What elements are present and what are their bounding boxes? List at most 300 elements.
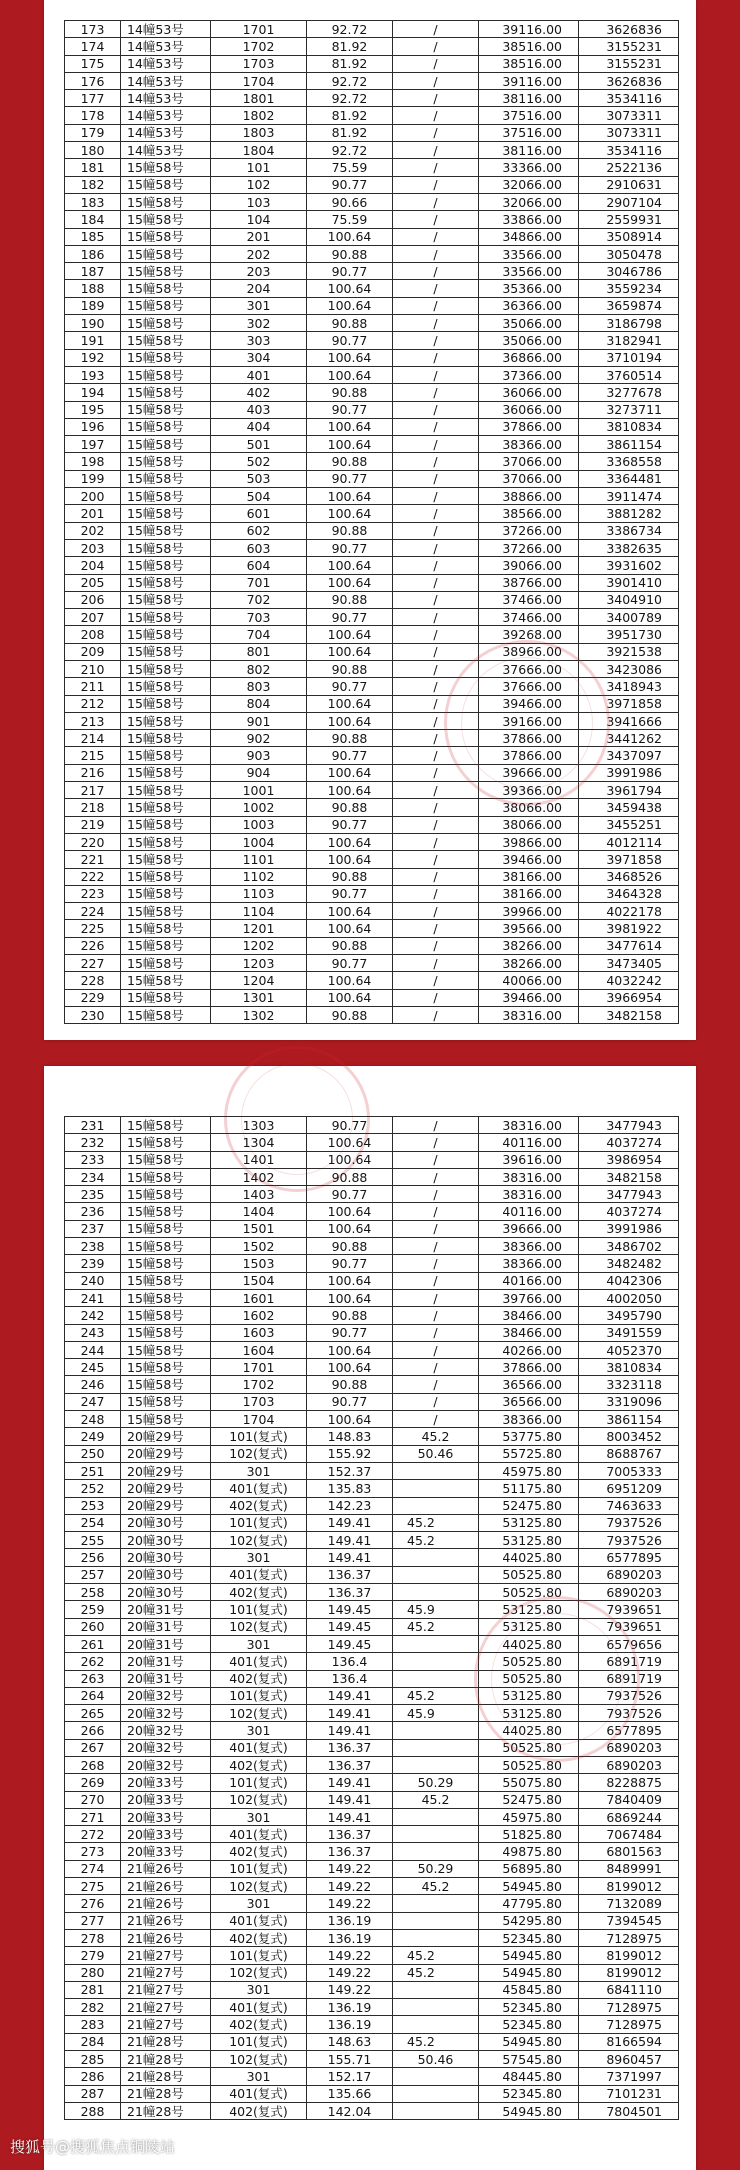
area-cell: 136.37 [307, 1566, 393, 1583]
extra-area-value: / [433, 921, 438, 937]
table-row [65, 315, 679, 332]
extra-area-cell [393, 401, 479, 418]
row-number: 228 [65, 972, 121, 989]
row-number: 287 [65, 2085, 121, 2102]
table-row [65, 90, 679, 107]
unit-cell: 1003 [211, 816, 307, 833]
area-cell: 92.72 [307, 142, 393, 159]
extra-area-cell [393, 660, 479, 677]
unit-cell: 401(复式) [211, 1480, 307, 1497]
extra-area-value: / [433, 419, 438, 435]
unit-cell: 903 [211, 747, 307, 764]
row-number: 253 [65, 1497, 121, 1514]
extra-area-value: / [433, 886, 438, 902]
row-number: 200 [65, 488, 121, 505]
unit-price-cell: 44025.80 [479, 1549, 579, 1566]
total-price-cell: 6891719 [579, 1653, 679, 1670]
total-price-cell: 6951209 [579, 1480, 679, 1497]
building-cell: 20幢30号 [121, 1584, 211, 1601]
extra-area-value: / [433, 298, 438, 314]
row-number: 213 [65, 712, 121, 729]
total-price-cell: 6801563 [579, 1843, 679, 1860]
table-row [65, 1843, 679, 1860]
table-row [65, 1428, 679, 1445]
extra-area-value: / [433, 1238, 438, 1254]
area-cell: 90.77 [307, 885, 393, 902]
table-row [65, 1687, 679, 1704]
building-cell: 20幢30号 [121, 1549, 211, 1566]
building-cell: 20幢31号 [121, 1653, 211, 1670]
building-cell: 15幢58号 [121, 1359, 211, 1376]
total-price-cell: 3473405 [579, 955, 679, 972]
table-row [65, 436, 679, 453]
row-number: 244 [65, 1341, 121, 1358]
building-cell: 21幢28号 [121, 2102, 211, 2119]
unit-price-cell: 54945.80 [479, 2102, 579, 2119]
area-cell: 135.66 [307, 2085, 393, 2102]
area-cell: 136.4 [307, 1653, 393, 1670]
total-price-cell: 7937526 [579, 1705, 679, 1722]
extra-area-cell [393, 2051, 479, 2068]
unit-cell: 104 [211, 211, 307, 228]
unit-price-cell: 45975.80 [479, 1808, 579, 1825]
row-number: 275 [65, 1878, 121, 1895]
area-cell: 90.77 [307, 1393, 393, 1410]
extra-area-value: / [433, 869, 438, 885]
area-cell: 149.45 [307, 1635, 393, 1652]
table-row [65, 1272, 679, 1289]
table-row [65, 384, 679, 401]
area-cell: 100.64 [307, 436, 393, 453]
unit-cell: 1801 [211, 90, 307, 107]
unit-cell: 1101 [211, 851, 307, 868]
extra-area-value: / [433, 38, 438, 54]
extra-area-cell [393, 418, 479, 435]
area-cell: 81.92 [307, 107, 393, 124]
unit-price-cell: 53125.80 [479, 1705, 579, 1722]
extra-area-cell [393, 609, 479, 626]
row-number: 285 [65, 2051, 121, 2068]
row-number: 273 [65, 1843, 121, 1860]
extra-area-cell [393, 1289, 479, 1306]
total-price-cell: 3626836 [579, 72, 679, 89]
price-list-page-2 [44, 1066, 696, 2170]
area-cell: 100.64 [307, 1203, 393, 1220]
total-price-cell: 7939651 [579, 1618, 679, 1635]
extra-area-value: / [433, 1273, 438, 1289]
extra-area-cell [393, 1514, 479, 1531]
row-number: 226 [65, 937, 121, 954]
total-price-cell: 3911474 [579, 488, 679, 505]
table-row [65, 488, 679, 505]
total-price-cell: 3464328 [579, 885, 679, 902]
extra-area-cell [393, 263, 479, 280]
unit-price-cell: 37066.00 [479, 453, 579, 470]
building-cell: 15幢58号 [121, 695, 211, 712]
unit-cell: 1601 [211, 1289, 307, 1306]
extra-area-value: / [433, 384, 438, 400]
table-row [65, 833, 679, 850]
table-row [65, 1324, 679, 1341]
unit-cell: 1802 [211, 107, 307, 124]
unit-price-cell: 54945.80 [479, 2033, 579, 2050]
table-row [65, 1203, 679, 1220]
total-price-cell: 6890203 [579, 1566, 679, 1583]
table-row [65, 1341, 679, 1358]
building-cell: 15幢58号 [121, 955, 211, 972]
table-row [65, 1791, 679, 1808]
extra-area-value: 50.29 [417, 1861, 454, 1877]
unit-price-cell: 33366.00 [479, 159, 579, 176]
total-price-cell: 3491559 [579, 1324, 679, 1341]
area-cell: 136.19 [307, 1912, 393, 1929]
extra-area-value: / [433, 1411, 438, 1427]
extra-area-cell [393, 2085, 479, 2102]
table-row [65, 851, 679, 868]
unit-price-cell: 32066.00 [479, 193, 579, 210]
unit-price-cell: 38166.00 [479, 868, 579, 885]
table-row [65, 539, 679, 556]
unit-cell: 1804 [211, 142, 307, 159]
unit-price-cell: 33566.00 [479, 245, 579, 262]
table-row [65, 1480, 679, 1497]
extra-area-value: / [433, 1152, 438, 1168]
building-cell: 15幢58号 [121, 539, 211, 556]
area-cell: 100.64 [307, 1289, 393, 1306]
extra-area-cell [393, 1843, 479, 1860]
area-cell: 152.37 [307, 1462, 393, 1479]
table-row [65, 1999, 679, 2016]
table-row [65, 695, 679, 712]
row-number: 245 [65, 1359, 121, 1376]
unit-cell: 1504 [211, 1272, 307, 1289]
building-cell: 20幢33号 [121, 1791, 211, 1808]
unit-price-cell: 38316.00 [479, 1186, 579, 1203]
area-cell: 136.19 [307, 1929, 393, 1946]
row-number: 207 [65, 609, 121, 626]
building-cell: 20幢30号 [121, 1566, 211, 1583]
row-number: 242 [65, 1307, 121, 1324]
unit-cell: 703 [211, 609, 307, 626]
total-price-cell: 8199012 [579, 1964, 679, 1981]
unit-cell: 1002 [211, 799, 307, 816]
building-cell: 15幢58号 [121, 1134, 211, 1151]
table-row [65, 159, 679, 176]
total-price-cell: 7067484 [579, 1826, 679, 1843]
area-cell: 155.92 [307, 1445, 393, 1462]
row-number: 268 [65, 1756, 121, 1773]
unit-cell: 1703 [211, 55, 307, 72]
total-price-cell: 3991986 [579, 1220, 679, 1237]
unit-price-cell: 37866.00 [479, 747, 579, 764]
unit-cell: 604 [211, 557, 307, 574]
unit-price-cell: 54945.80 [479, 1878, 579, 1895]
table-row [65, 1722, 679, 1739]
extra-area-value: / [433, 713, 438, 729]
total-price-cell: 3455251 [579, 816, 679, 833]
extra-area-cell [393, 782, 479, 799]
building-cell: 15幢58号 [121, 782, 211, 799]
extra-area-value: / [433, 194, 438, 210]
row-number: 173 [65, 21, 121, 38]
table-row [65, 1255, 679, 1272]
extra-area-cell [393, 903, 479, 920]
unit-price-cell: 39268.00 [479, 626, 579, 643]
row-number: 255 [65, 1532, 121, 1549]
building-cell: 20幢29号 [121, 1480, 211, 1497]
building-cell: 15幢58号 [121, 384, 211, 401]
unit-price-cell: 57545.80 [479, 2051, 579, 2068]
total-price-cell: 8228875 [579, 1774, 679, 1791]
extra-area-value: / [433, 436, 438, 452]
area-cell: 90.88 [307, 1006, 393, 1023]
extra-area-value: / [433, 644, 438, 660]
table-row [65, 955, 679, 972]
total-price-cell: 8003452 [579, 1428, 679, 1445]
extra-area-value: / [433, 125, 438, 141]
area-cell: 100.64 [307, 418, 393, 435]
extra-area-value: / [433, 1221, 438, 1237]
extra-area-cell [393, 2102, 479, 2119]
unit-price-cell: 38116.00 [479, 90, 579, 107]
extra-area-value: / [433, 142, 438, 158]
area-cell: 136.37 [307, 1739, 393, 1756]
unit-cell: 1104 [211, 903, 307, 920]
row-number: 197 [65, 436, 121, 453]
extra-area-alt-value: 45.2 [407, 1965, 435, 1981]
table-row [65, 1584, 679, 1601]
table-row [65, 72, 679, 89]
unit-cell: 402(复式) [211, 1584, 307, 1601]
unit-price-cell: 38316.00 [479, 1006, 579, 1023]
total-price-cell: 3386734 [579, 522, 679, 539]
total-price-cell: 3951730 [579, 626, 679, 643]
extra-area-cell [393, 747, 479, 764]
unit-price-cell: 40066.00 [479, 972, 579, 989]
extra-area-value: / [433, 471, 438, 487]
total-price-cell: 6891719 [579, 1670, 679, 1687]
extra-area-cell [393, 1324, 479, 1341]
table-row [65, 1220, 679, 1237]
table-row [65, 989, 679, 1006]
row-number: 282 [65, 1999, 121, 2016]
area-cell: 100.64 [307, 488, 393, 505]
unit-price-cell: 39466.00 [479, 695, 579, 712]
unit-price-cell: 38466.00 [479, 1307, 579, 1324]
extra-area-cell [393, 1808, 479, 1825]
extra-area-cell [393, 1791, 479, 1808]
area-cell: 100.64 [307, 903, 393, 920]
area-cell: 100.64 [307, 695, 393, 712]
table-row [65, 1912, 679, 1929]
unit-price-cell: 33566.00 [479, 263, 579, 280]
row-number: 188 [65, 280, 121, 297]
total-price-cell: 3477943 [579, 1186, 679, 1203]
table-row [65, 280, 679, 297]
table-row [65, 176, 679, 193]
area-cell: 90.88 [307, 1238, 393, 1255]
extra-area-alt-value: 45.2 [407, 1532, 435, 1548]
extra-area-cell [393, 2068, 479, 2085]
area-cell: 100.64 [307, 712, 393, 729]
extra-area-cell [393, 1981, 479, 1998]
unit-cell: 904 [211, 764, 307, 781]
building-cell: 21幢27号 [121, 1964, 211, 1981]
building-cell: 15幢58号 [121, 1324, 211, 1341]
extra-area-cell [393, 1964, 479, 1981]
area-cell: 100.64 [307, 643, 393, 660]
building-cell: 15幢58号 [121, 574, 211, 591]
unit-price-cell: 38866.00 [479, 488, 579, 505]
building-cell: 20幢29号 [121, 1428, 211, 1445]
table-row [65, 643, 679, 660]
unit-cell: 1702 [211, 38, 307, 55]
row-number: 272 [65, 1826, 121, 1843]
price-table-body [65, 1117, 679, 2120]
extra-area-cell [393, 488, 479, 505]
table-row [65, 1411, 679, 1428]
row-number: 184 [65, 211, 121, 228]
total-price-cell: 3368558 [579, 453, 679, 470]
extra-area-cell [393, 1670, 479, 1687]
extra-area-value: / [433, 1377, 438, 1393]
unit-price-cell: 39666.00 [479, 1220, 579, 1237]
extra-area-cell [393, 453, 479, 470]
extra-area-cell [393, 1307, 479, 1324]
extra-area-cell [393, 1006, 479, 1023]
extra-area-value: / [433, 765, 438, 781]
total-price-cell: 7937526 [579, 1532, 679, 1549]
area-cell: 90.88 [307, 730, 393, 747]
row-number: 271 [65, 1808, 121, 1825]
extra-area-value: / [433, 834, 438, 850]
area-cell: 90.88 [307, 660, 393, 677]
table-row [65, 678, 679, 695]
extra-area-cell [393, 1618, 479, 1635]
building-cell: 15幢58号 [121, 505, 211, 522]
building-cell: 20幢33号 [121, 1826, 211, 1843]
row-number: 248 [65, 1411, 121, 1428]
row-number: 183 [65, 193, 121, 210]
extra-area-value: / [433, 851, 438, 867]
unit-price-cell: 50525.80 [479, 1756, 579, 1773]
unit-cell: 102(复式) [211, 1705, 307, 1722]
extra-area-cell [393, 1912, 479, 1929]
total-price-cell: 7128975 [579, 1999, 679, 2016]
row-number: 283 [65, 2016, 121, 2033]
unit-cell: 401 [211, 366, 307, 383]
total-price-cell: 3400789 [579, 609, 679, 626]
row-number: 247 [65, 1393, 121, 1410]
total-price-cell: 3981922 [579, 920, 679, 937]
unit-cell: 1103 [211, 885, 307, 902]
extra-area-cell [393, 764, 479, 781]
unit-cell: 1702 [211, 1376, 307, 1393]
extra-area-cell [393, 245, 479, 262]
total-price-cell: 3273711 [579, 401, 679, 418]
row-number: 239 [65, 1255, 121, 1272]
extra-area-cell [393, 799, 479, 816]
unit-price-cell: 53125.80 [479, 1532, 579, 1549]
total-price-cell: 3155231 [579, 55, 679, 72]
unit-price-cell: 40166.00 [479, 1272, 579, 1289]
unit-price-cell: 51175.80 [479, 1480, 579, 1497]
area-cell: 90.77 [307, 1117, 393, 1134]
unit-price-cell: 36066.00 [479, 384, 579, 401]
extra-area-cell [393, 885, 479, 902]
building-cell: 15幢58号 [121, 1307, 211, 1324]
unit-price-cell: 40266.00 [479, 1341, 579, 1358]
total-price-cell: 3991986 [579, 764, 679, 781]
unit-price-cell: 40116.00 [479, 1134, 579, 1151]
unit-price-cell: 37666.00 [479, 678, 579, 695]
area-cell: 92.72 [307, 21, 393, 38]
unit-cell: 1401 [211, 1151, 307, 1168]
table-row [65, 228, 679, 245]
row-number: 185 [65, 228, 121, 245]
extra-area-value: / [433, 1342, 438, 1358]
area-cell: 100.64 [307, 626, 393, 643]
building-cell: 15幢58号 [121, 1168, 211, 1185]
row-number: 181 [65, 159, 121, 176]
table-row [65, 1774, 679, 1791]
table-row [65, 660, 679, 677]
extra-area-value: / [433, 21, 438, 37]
unit-price-cell: 48445.80 [479, 2068, 579, 2085]
extra-area-cell [393, 1532, 479, 1549]
extra-area-cell [393, 626, 479, 643]
row-number: 195 [65, 401, 121, 418]
extra-area-value: / [433, 575, 438, 591]
row-number: 178 [65, 107, 121, 124]
unit-cell: 101 [211, 159, 307, 176]
unit-price-cell: 52475.80 [479, 1497, 579, 1514]
extra-area-value: / [433, 661, 438, 677]
extra-area-cell [393, 72, 479, 89]
extra-area-value: / [433, 315, 438, 331]
building-cell: 20幢29号 [121, 1462, 211, 1479]
building-cell: 15幢58号 [121, 1376, 211, 1393]
table-row [65, 1186, 679, 1203]
unit-cell: 1704 [211, 72, 307, 89]
area-cell: 149.45 [307, 1601, 393, 1618]
building-cell: 15幢58号 [121, 972, 211, 989]
row-number: 274 [65, 1860, 121, 1877]
unit-cell: 202 [211, 245, 307, 262]
unit-price-cell: 44025.80 [479, 1635, 579, 1652]
row-number: 238 [65, 1238, 121, 1255]
total-price-cell: 3482158 [579, 1006, 679, 1023]
extra-area-value: / [433, 730, 438, 746]
building-cell: 15幢58号 [121, 1411, 211, 1428]
extra-area-cell [393, 1999, 479, 2016]
unit-price-cell: 39666.00 [479, 764, 579, 781]
unit-cell: 401(复式) [211, 1826, 307, 1843]
extra-area-cell [393, 1168, 479, 1185]
row-number: 278 [65, 1929, 121, 1946]
unit-cell: 401(复式) [211, 1999, 307, 2016]
row-number: 215 [65, 747, 121, 764]
unit-cell: 1701 [211, 1359, 307, 1376]
area-cell: 100.64 [307, 366, 393, 383]
extra-area-value: / [433, 229, 438, 245]
extra-area-cell [393, 1480, 479, 1497]
row-number: 187 [65, 263, 121, 280]
row-number: 246 [65, 1376, 121, 1393]
extra-area-cell [393, 366, 479, 383]
unit-cell: 403 [211, 401, 307, 418]
unit-price-cell: 35066.00 [479, 315, 579, 332]
